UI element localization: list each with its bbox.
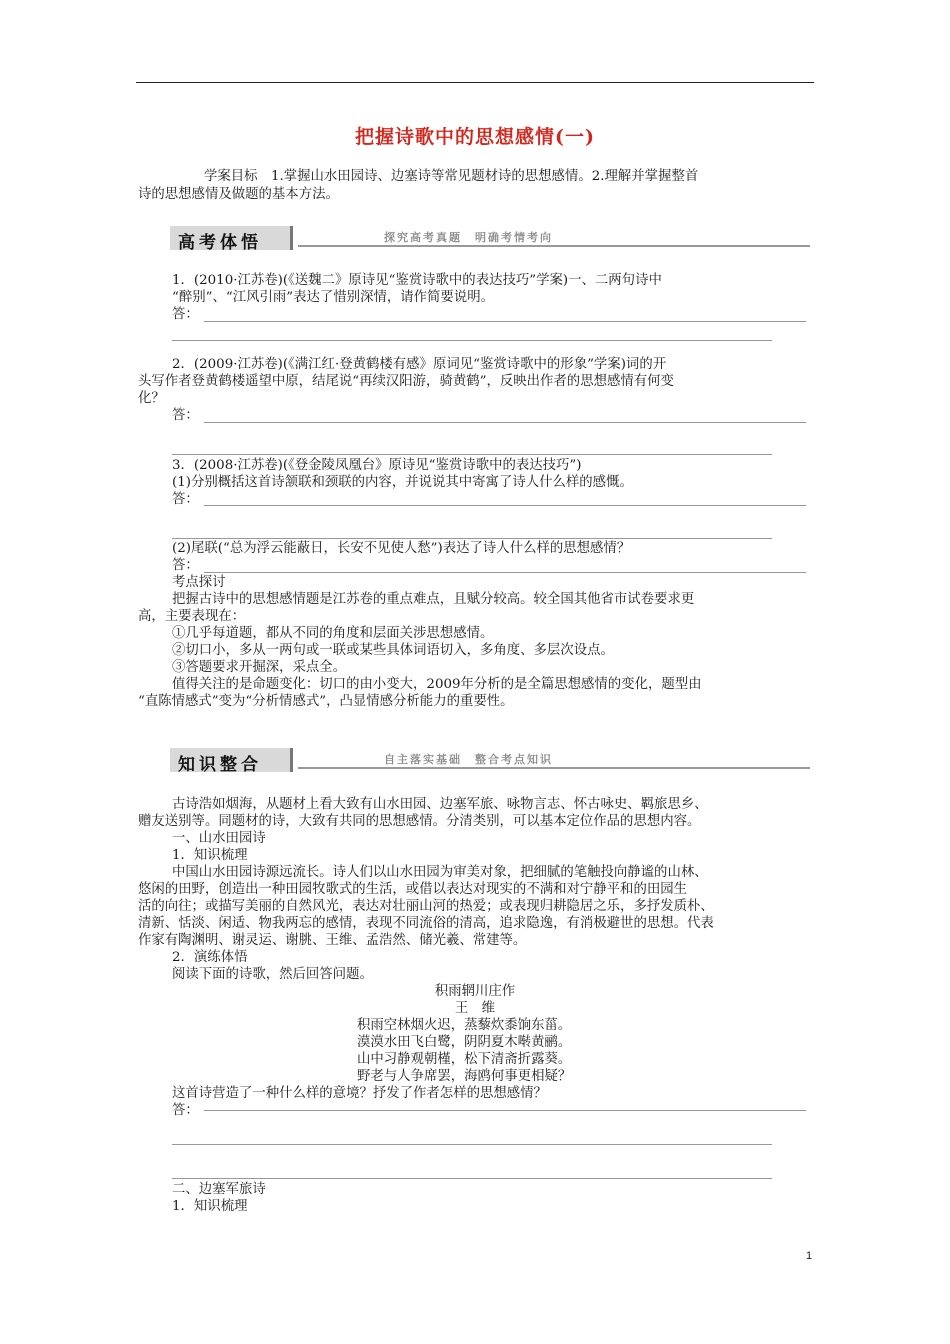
q2-answer-line[interactable] xyxy=(172,454,772,455)
section-subtitle: 自主落实基础 整合考点知识 xyxy=(384,753,553,766)
q1-line2: “醉别”、“江风引雨”表达了惜别深情，请作简要说明。 xyxy=(172,290,494,305)
poem-answer-line[interactable] xyxy=(204,1110,806,1111)
q3-answer-line[interactable] xyxy=(204,505,806,506)
cat1-para-line3: 活的向往；或描写美丽的自然风光，表达对壮丽山河的热爱；或表现归耕隐居之乐，多抒发质朴、 xyxy=(138,899,714,914)
cat1-instruction: 阅读下面的诗歌，然后回答问题。 xyxy=(172,967,373,982)
kaodian-item3: ③答题要求开掘深，采点全。 xyxy=(172,660,347,675)
poem-line1: 积雨空林烟火迟，蒸藜炊黍饷东菑。 xyxy=(357,1018,572,1033)
q1-answer-line[interactable] xyxy=(204,321,806,322)
q3-sub1: (1)分别概括这首诗颔联和颈联的内容，并说说其中寄寓了诗人什么样的感慨。 xyxy=(172,475,633,490)
header-rule xyxy=(136,82,814,83)
q2-line1: 2．(2009·江苏卷)(《满江红·登黄鹤楼有感》原词见“鉴赏诗歌中的形象”学案)词的开 xyxy=(172,357,667,372)
q3-sub2: (2)尾联(“总为浮云能蔽日，长安不见使人愁”)表达了诗人什么样的思想感情？ xyxy=(172,541,631,556)
q3-answer-label2: 答： xyxy=(172,558,199,573)
cat1-sub1: 1．知识梳理 xyxy=(172,848,248,863)
kaodian-para2-line2: “直陈情感式”变为“分析情感式”，凸显情感分析能力的重要性。 xyxy=(138,694,514,709)
q3-line1: 3．(2008·江苏卷)(《登金陵凤凰台》原诗见“鉴赏诗歌中的表达技巧”) xyxy=(172,458,582,473)
goal-line2: 诗的思想感情及做题的基本方法。 xyxy=(138,187,339,202)
page-title: 把握诗歌中的思想感情(一) xyxy=(355,126,595,148)
zhishi-intro-line1: 古诗浩如烟海，从题材上看大致有山水田园、边塞军旅、咏物言志、怀古咏史、羁旅思乡、 xyxy=(172,797,708,812)
section-label-box xyxy=(170,226,293,253)
q3-answer-line[interactable] xyxy=(172,538,772,539)
cat1-para-line4: 清新、恬淡、闲适、物我两忘的感情，表现不同流俗的清高，追求隐逸，有消极避世的思想。代表 xyxy=(138,916,714,931)
cat2-sub1: 1．知识梳理 xyxy=(172,1199,248,1214)
poem-answer-label: 答： xyxy=(172,1103,199,1118)
section-subtitle: 探究高考真题 明确考情考向 xyxy=(384,231,553,244)
q2-line3: 化？ xyxy=(138,391,165,406)
cat1-para-line2: 悠闲的田野，创造出一种田园牧歌式的生活，或借以表达对现实的不满和对宁静平和的田园生 xyxy=(138,882,688,897)
section-header-zhishi xyxy=(170,748,812,774)
poem-answer-line[interactable] xyxy=(172,1178,772,1179)
poem-line3: 山中习静观朝槿，松下清斋折露葵。 xyxy=(357,1052,572,1067)
q1-line1: 1．(2010·江苏卷)(《送魏二》原诗见“鉴赏诗歌中的表达技巧”学案)一、二两句诗中 xyxy=(172,273,662,288)
cat2-heading: 二、边塞军旅诗 xyxy=(172,1182,266,1197)
cat1-sub2: 2．演练体悟 xyxy=(172,950,248,965)
zhishi-intro-line2: 赠友送别等。同题材的诗，大致有共同的思想感情。分清类别，可以基本定位作品的思想内容。 xyxy=(138,814,701,829)
section-label: 知识整合 xyxy=(178,755,262,775)
goal-line1: 学案目标 1.掌握山水田园诗、边塞诗等常见题材诗的思想感情。2.理解并掌握整首 xyxy=(204,169,699,184)
section-sub-bar xyxy=(298,751,810,769)
section-label: 高考体悟 xyxy=(178,233,262,253)
cat1-heading: 一、山水田园诗 xyxy=(172,831,266,846)
kaodian-para2-line1: 值得关注的是命题变化：切口的由小变大，2009年分析的是全篇思想感情的变化，题型由 xyxy=(172,677,702,692)
poem-line4: 野老与人争席罢，海鸥何事更相疑？ xyxy=(357,1069,572,1084)
kaodian-para1-line2: 高，主要表现在： xyxy=(138,609,246,624)
cat1-para-line1: 中国山水田园诗源远流长。诗人们以山水田园为审美对象，把细腻的笔触投向静谧的山林、 xyxy=(172,865,708,880)
q2-answer-label: 答： xyxy=(172,408,199,423)
kaodian-para1-line1: 把握古诗中的思想感情题是江苏卷的重点难点，且赋分较高。较全国其他省市试卷要求更 xyxy=(172,592,695,607)
poem-answer-line[interactable] xyxy=(172,1144,772,1145)
kaodian-item1: ①几乎每道题，都从不同的角度和层面关涉思想感情。 xyxy=(172,626,494,641)
cat1-para-line5: 作家有陶渊明、谢灵运、谢朓、王维、孟浩然、储光羲、常建等。 xyxy=(138,933,527,948)
poem-question: 这首诗营造了一种什么样的意境？抒发了作者怎样的思想感情？ xyxy=(172,1086,547,1101)
q1-answer-label: 答： xyxy=(172,307,199,322)
kaodian-item2: ②切口小，多从一两句或一联或某些具体词语切入，多角度、多层次设点。 xyxy=(172,643,614,658)
section-sub-bar xyxy=(298,229,810,247)
q1-answer-line[interactable] xyxy=(172,340,772,341)
kaodian-heading: 考点探讨 xyxy=(172,575,226,590)
poem-author: 王 维 xyxy=(454,1001,496,1016)
q2-answer-line[interactable] xyxy=(204,422,806,423)
q2-line2: 头写作者登黄鹤楼遥望中原，结尾说“再续汉阳游，骑黄鹤”，反映出作者的思想感情有何变 xyxy=(138,374,674,389)
q3-answer-label1: 答： xyxy=(172,492,199,507)
section-label-box xyxy=(170,748,293,775)
poem-title: 积雨辋川庄作 xyxy=(434,984,516,999)
section-header-gaokao xyxy=(170,226,812,252)
page-number: 1 xyxy=(806,1250,813,1262)
poem-line2: 漠漠水田飞白鹭，阴阴夏木啭黄鹂。 xyxy=(357,1035,572,1050)
q3-answer-line[interactable] xyxy=(204,572,806,573)
